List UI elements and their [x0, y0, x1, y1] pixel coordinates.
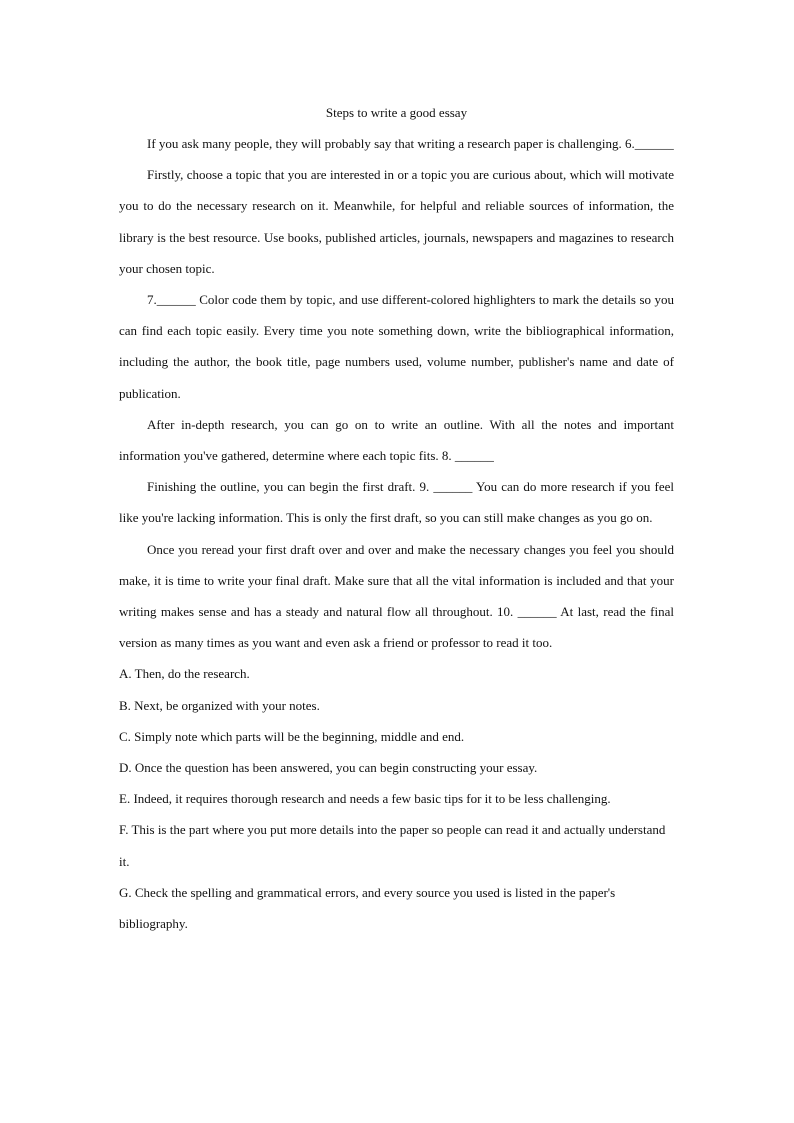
option-a: A. Then, do the research. [119, 666, 250, 682]
option-d: D. Once the question has been answered, you can begin constructing your essay. [119, 760, 538, 776]
document-page [119, 97, 674, 939]
answer-options [119, 658, 674, 939]
option-c: C. Simply note which parts will be the beginning, middle and end. [119, 728, 465, 744]
paragraph-outline: After in-depth research, you can go on to write an outline. With all the notes and important information you've gathered, determine where each topic fits. 8. ______ [119, 416, 674, 464]
option-f: F. This is the part where you put more details into the paper so people can read it and actually understand it. [119, 822, 666, 869]
paragraph-notes: 7.______ Color code them by topic, and use different-colored highlighters to mark the details so you can find each topic easily. Every time you note something down, write the bibliographical information, including the author, the book title, page numbers used, volume number, publisher's name and date of publication. [119, 292, 674, 401]
option-b: B. Next, be organized with your notes. [119, 697, 320, 713]
paragraph-first-draft: Finishing the outline, you can begin the first draft. 9. ______ You can do more research if you feel like you're lacking information. This is only the first draft, so you can still make changes as you go on. [119, 479, 674, 526]
paragraph-final-draft: Once you reread your first draft over and over and make the necessary changes you feel you should make, it is time to write your final draft. Make sure that all the vital information is included and that your writing makes sense and has a steady and natural flow all throughout. 10. ______ At last, read the final version as many times as you want and even ask a friend or professor to read it too. [119, 541, 674, 651]
option-e: E. Indeed, it requires thorough research and needs a few basic tips for it to be less challenging. [119, 791, 611, 807]
option-g: G. Check the spelling and grammatical errors, and every source you used is listed in the paper's bibliography. [119, 884, 616, 932]
paragraph-topic: Firstly, choose a topic that you are interested in or a topic you are curious about, which will motivate you to do the necessary research on it. Meanwhile, for helpful and reliable sources of information, the library is the best resource. Use books, published articles, journals, newspapers and magazines to research your chosen topic. [119, 167, 674, 276]
paragraph-intro: If you ask many people, they will probably say that writing a research paper is challenging. 6.______ [147, 136, 674, 151]
document-title: Steps to write a good essay [325, 105, 468, 120]
